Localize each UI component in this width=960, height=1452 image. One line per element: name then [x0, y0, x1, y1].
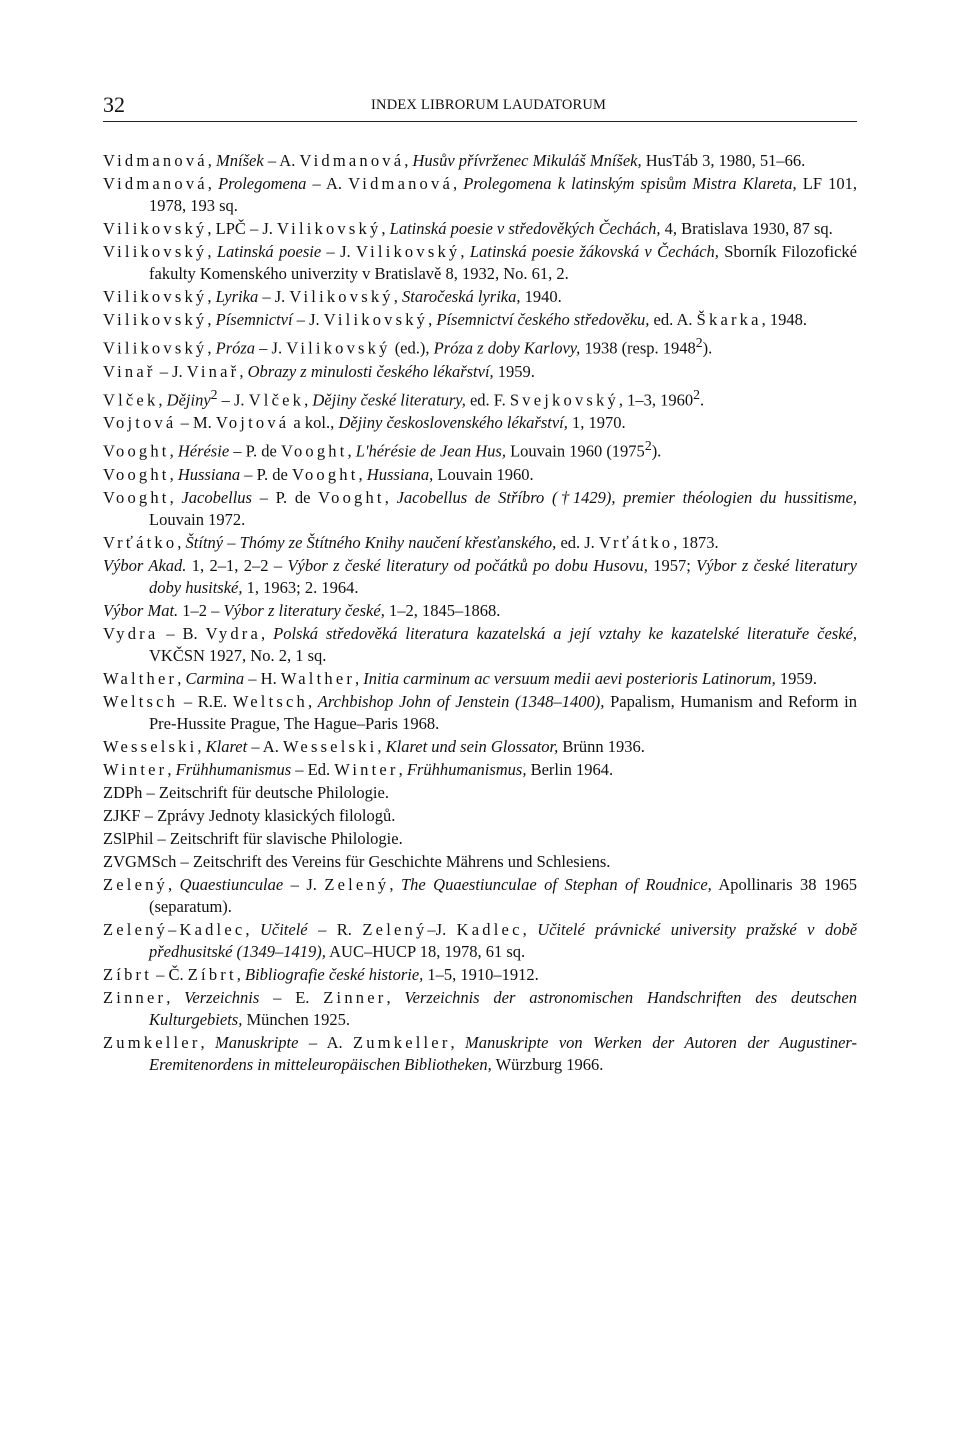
author-name: Zinner [103, 987, 167, 1007]
entry-text: , [450, 1032, 466, 1052]
entry-text: , [207, 338, 216, 358]
page-header [103, 92, 857, 122]
title-text: Próza [215, 338, 256, 358]
entry-text: 1, 1970. [567, 413, 626, 432]
title-text: Učitelé [259, 919, 308, 939]
title-text: Prolegomena k latinským spisům Mistra Klareta, [463, 174, 797, 193]
entry-text: , [428, 310, 437, 329]
entry-text: Papalism, Humanism and Reform in Pre-Hussite Prague, The Hague–Paris 1968. [149, 691, 857, 733]
author-name: Vilikovský [103, 219, 208, 238]
author-name: Winter [334, 759, 399, 779]
entry-text: , [169, 464, 178, 484]
entry-text: ed. A. [649, 310, 697, 329]
author-name: Vilikovský [103, 287, 208, 306]
entry-text: , [358, 464, 367, 484]
entry-text: Louvain 1960. [433, 464, 534, 484]
entry-text: , [166, 987, 185, 1007]
author-name: Vrťátko [103, 532, 178, 552]
title-text: Archbishop John of Jenstein (1348–1400), [317, 691, 605, 711]
entry-text: ZDPh – Zeitschrift für deutsche Philologie. [103, 782, 389, 802]
title-text: L'hérésie de Jean Hus, [355, 441, 506, 461]
author-name: Vooght [103, 464, 170, 484]
bibliography-entry [103, 384, 857, 412]
bibliography-entry [103, 361, 857, 383]
bibliography-entry [103, 487, 857, 531]
entry-text: – A. [298, 1032, 353, 1052]
entry-text: Louvain 1972. [149, 509, 246, 529]
entry-text: , [169, 487, 182, 507]
entry-text: (ed.), [390, 338, 434, 358]
bibliography-entry [103, 241, 857, 285]
author-name: Vooght [318, 487, 385, 507]
header-rule [103, 121, 857, 122]
title-text: Manuskripte von Werken der Autoren der Augustiner-Eremitenordens in mitteleuropäischen Bibliotheken, [149, 1032, 857, 1074]
entry-text: – R.E. [178, 691, 233, 711]
entry-text: 1959. [493, 361, 535, 381]
entry-text: , [389, 874, 401, 894]
entry-text: Sborník Filozofické fakulty Komenského univerzity v Bratislavě 8, 1932, No. 61, 2. [149, 242, 858, 283]
title-text: Klaret [205, 736, 248, 756]
author-name: Vooght [103, 487, 170, 507]
title-text: Latinská poesie v středověkých Čechách, [389, 219, 661, 238]
superscript: 2 [210, 386, 218, 402]
entry-text: , [158, 390, 167, 409]
entry-text: , [167, 759, 176, 779]
bibliography-entry [103, 1032, 857, 1076]
author-name: Vidmanová [348, 174, 453, 193]
author-name: Vilikovský [323, 310, 429, 329]
entry-text: ZSlPhil – Zeitschrift für slavische Philologie. [103, 828, 403, 848]
bibliography-entry [103, 412, 857, 434]
title-text: Výbor z literatury české, [223, 600, 385, 620]
entry-text: – [223, 532, 240, 552]
title-text: Dějiny československého lékařství, [338, 413, 568, 432]
author-name: Vilikovský [286, 338, 391, 358]
entry-text: ZVGMSch – Zeitschrift des Vereins für Geschichte Mährens und Schlesiens. [103, 851, 611, 871]
entry-text: , 1948. [761, 310, 808, 329]
entry-text: , [207, 151, 217, 170]
bibliography-entry [103, 464, 857, 486]
author-name: Škarka [696, 310, 762, 329]
bibliography-entry [103, 759, 857, 781]
entry-text: Würzburg 1966. [491, 1054, 604, 1074]
title-text: Písemnictví [215, 310, 293, 329]
entry-text: – J. [258, 287, 290, 306]
bibliography-entry [103, 691, 857, 735]
author-name: Zíbrt [103, 964, 152, 984]
entry-text: HusTáb 3, 1980, 51–66. [641, 151, 806, 170]
entry-text: Apollinaris 38 1965 (separatum). [149, 874, 858, 916]
entry-text: – Ed. [291, 759, 335, 779]
entry-text: – R. [307, 919, 363, 939]
entry-text: 1, 2–1, 2–2 – [186, 555, 288, 575]
author-name: Vidmanová [103, 151, 208, 170]
title-text: Mníšek [216, 151, 264, 170]
bibliography-entry [103, 309, 857, 331]
entry-text: 1–5, 1910–1912. [423, 964, 539, 984]
bibliography-entry [103, 623, 857, 667]
title-text: Jacobellus de Stříbro (†1429), premier théologien du hussitisme, [396, 487, 858, 507]
title-text: Frühhumanismus [175, 759, 292, 779]
entry-text: , [245, 919, 260, 939]
entry-text: , [169, 441, 178, 461]
entry-text: – H. [244, 668, 281, 688]
superscript: 2 [695, 335, 703, 350]
author-name: Vooght [280, 441, 348, 461]
author-name: Svejkovský [509, 390, 619, 409]
title-text: Quaestiunculae [179, 874, 284, 894]
entry-text: Louvain 1960 (1975 [505, 441, 645, 461]
entry-text: – J. [255, 338, 287, 358]
title-text: Výbor Akad. [103, 555, 187, 575]
entry-text: – M. [176, 413, 216, 432]
entry-text: , [239, 361, 248, 381]
title-text: Thómy ze Štítného Knihy naučení křesťanského, [239, 532, 557, 552]
bibliography-entry [103, 874, 857, 918]
title-text: Bibliografie české historie, [245, 964, 424, 984]
entry-text: 1959. [775, 668, 818, 688]
author-name: Vilikovský [277, 219, 382, 238]
bibliography-list [103, 150, 857, 1077]
title-text: Štítný [185, 532, 224, 552]
entry-text: – Č. [152, 964, 188, 984]
entry-text: 1–2, 1845–1868. [384, 600, 501, 620]
entry-text: Berlin 1964. [526, 759, 614, 779]
entry-text: Brünn 1936. [558, 736, 645, 756]
title-text: Latinská poesie [216, 242, 322, 261]
entry-text: , [452, 174, 464, 193]
author-name: Wesselski [282, 736, 378, 756]
author-name: Zíbrt [187, 964, 237, 984]
entry-text: , [393, 287, 402, 306]
title-text: Jacobellus [181, 487, 252, 507]
entry-text: VKČSN 1927, No. 2, 1 sq. [149, 645, 327, 665]
entry-text: 1938 (resp. 1948 [580, 338, 696, 358]
title-text: Dějiny české literatury, [312, 390, 466, 409]
author-name: Walther [280, 668, 356, 688]
bibliography-entry [103, 286, 857, 308]
entry-text: , [381, 219, 390, 238]
title-text: Initia carminum ac versuum medii aevi posterioris Latinorum, [363, 668, 776, 688]
entry-text: 4, Bratislava 1930, 87 sq. [660, 219, 833, 238]
title-text: Obrazy z minulosti českého lékařství, [247, 361, 494, 381]
entry-text: , [207, 287, 216, 306]
bibliography-entry [103, 555, 857, 599]
author-name: Zumkeller [103, 1032, 201, 1052]
author-name: Vilikovský [289, 287, 394, 306]
entry-text: – J. [217, 390, 249, 409]
author-name: Zelený–Kadlec [103, 919, 246, 939]
entry-text: ). [651, 441, 662, 461]
title-text: Učitelé právnické university pražské v době předhusitské (1349–1419), [149, 919, 858, 961]
bibliography-entry [103, 532, 857, 554]
entry-text: , 1873. [673, 532, 719, 552]
author-name: Vilikovský [103, 310, 208, 329]
title-text: Lyrika [215, 287, 259, 306]
bibliography-entry [103, 435, 857, 463]
entry-text: – J. [292, 310, 324, 329]
entry-text: a kol., [289, 413, 339, 432]
author-name: Vinař [186, 361, 240, 381]
author-name: Vydra [103, 623, 159, 643]
entry-text: , [177, 532, 186, 552]
author-name: Vidmanová [299, 151, 405, 170]
title-text: Verzeichnis [184, 987, 260, 1007]
title-text: Hussiana [177, 464, 241, 484]
bibliography-entry [103, 332, 857, 360]
bibliography-entry [103, 218, 857, 240]
entry-text: AUC–HUCP 18, 1978, 61 sq. [325, 941, 526, 961]
entry-text: , [207, 174, 219, 193]
title-text: Latinská poesie žákovská v Čechách, [469, 242, 719, 261]
entry-text: – A. [247, 736, 283, 756]
bibliography-entry [103, 736, 857, 758]
entry-text: , [304, 390, 313, 409]
entry-text: . [700, 390, 705, 409]
bibliography-entry [103, 828, 857, 850]
superscript: 2 [693, 386, 701, 402]
author-name: Zumkeller [353, 1032, 451, 1052]
entry-text: , [200, 1032, 216, 1052]
entry-text: ). [702, 338, 713, 358]
entry-text: , [261, 623, 274, 643]
entry-text: – A. [263, 151, 300, 170]
entry-text: ed. F. [465, 390, 510, 409]
bibliography-entry [103, 964, 857, 986]
entry-text: , [386, 987, 405, 1007]
entry-text: , [347, 441, 356, 461]
title-text: The Quaestiunculae of Stephan of Roudnice, [400, 874, 712, 894]
title-text: Dějiny [166, 390, 211, 409]
entry-text: , [384, 487, 397, 507]
entry-text: , [522, 919, 538, 939]
entry-text: , [207, 242, 217, 261]
entry-text: , [404, 151, 413, 170]
author-name: Wesselski [103, 736, 198, 756]
entry-text: –J. [427, 919, 457, 939]
author-name: Vojtová [103, 413, 177, 432]
superscript: 2 [644, 438, 652, 453]
entry-text: , [307, 691, 318, 711]
title-text: Frühhumanismus, [406, 759, 527, 779]
page-number: 32 [103, 92, 125, 117]
entry-text: – B. [158, 623, 206, 643]
title-text: Polská středověká literatura kazatelská a její vztahy ke kazatelské literatuře české, [273, 623, 857, 643]
author-name: Vojtová [215, 413, 290, 432]
author-name: Zelený [362, 919, 428, 939]
entry-text: , [168, 874, 180, 894]
author-name: Walther [103, 668, 178, 688]
bibliography-entry [103, 851, 857, 873]
entry-text: 1957; [647, 555, 697, 575]
title-text: Husův přívrženec Mikuláš Mníšek, [412, 151, 642, 170]
entry-text: , [460, 242, 470, 261]
title-text: Písemnictví českého středověku, [436, 310, 650, 329]
entry-text: , [398, 759, 407, 779]
entry-text: München 1925. [242, 1009, 351, 1029]
entry-text: ed. J. [556, 532, 599, 552]
author-name: Winter [103, 759, 168, 779]
title-text: Próza z doby Karlovy, [433, 338, 581, 358]
bibliography-entry [103, 668, 857, 690]
entry-text: – J. [283, 874, 325, 894]
author-name: Vilikovský [356, 242, 461, 261]
title-text: Manuskripte [215, 1032, 299, 1052]
bibliography-entry [103, 805, 857, 827]
title-text: Prolegomena [218, 174, 307, 193]
title-text: Hérésie [177, 441, 230, 461]
entry-text: 1–2 – [178, 600, 224, 620]
entry-text: – P. de [229, 441, 281, 461]
author-name: Kadlec [456, 919, 523, 939]
author-name: Vilikovský [103, 338, 208, 358]
author-name: Vrťátko [598, 532, 674, 552]
entry-text: 1940. [520, 287, 562, 306]
title-text: Carmina [185, 668, 245, 688]
author-name: Vooght [103, 441, 170, 461]
entry-text: , [355, 668, 364, 688]
title-text: Výbor z české literatury doby husitské, [149, 555, 857, 597]
entry-text: – A. [306, 174, 349, 193]
entry-text: – J. [155, 361, 187, 381]
entry-text: – E. [259, 987, 324, 1007]
entry-text: , [377, 736, 386, 756]
entry-text: – J. [321, 242, 356, 261]
author-name: Vlček [248, 390, 305, 409]
title-text: Výbor z české literatury od počátků po dobu Husovu, [287, 555, 648, 575]
author-name: Weltsch [103, 691, 179, 711]
entry-text: – P. de [240, 464, 292, 484]
author-name: Zelený [324, 874, 390, 894]
entry-text: LF 101, 1978, 193 sq. [149, 174, 858, 215]
title-text: Hussiana, [366, 464, 434, 484]
bibliography-entry [103, 600, 857, 622]
title-text: Staročeská lyrika, [401, 287, 521, 306]
bibliography-entry [103, 150, 857, 172]
running-title: INDEX LIBRORUM LAUDATORUM [371, 97, 607, 113]
title-text: Klaret und sein Glossator, [385, 736, 559, 756]
author-name: Vilikovský [103, 242, 208, 261]
entry-text: , [197, 736, 206, 756]
bibliography-entry [103, 987, 857, 1031]
author-name: Vooght [291, 464, 359, 484]
author-name: Vidmanová [103, 174, 208, 193]
bibliography-entry [103, 919, 857, 963]
entry-text: , 1–3, 1960 [618, 390, 694, 409]
entry-text: , [236, 964, 246, 984]
author-name: Zinner [323, 987, 387, 1007]
entry-text: , LPČ – J. [207, 219, 278, 238]
bibliography-entry [103, 173, 857, 217]
author-name: Vlček [103, 390, 159, 409]
entry-text: ZJKF – Zprávy Jednoty klasických filologů. [103, 805, 396, 825]
author-name: Weltsch [232, 691, 308, 711]
bibliography-entry [103, 782, 857, 804]
title-text: Výbor Mat. [103, 600, 179, 620]
title-text: Verzeichnis der astronomischen Handschriften des deutschen Kulturgebiets, [149, 987, 857, 1029]
entry-text: , [177, 668, 186, 688]
author-name: Vinař [103, 361, 156, 381]
entry-text: – P. de [251, 487, 319, 507]
entry-text: , [207, 310, 216, 329]
author-name: Vydra [205, 623, 262, 643]
author-name: Zelený [103, 874, 169, 894]
entry-text: 1, 1963; 2. 1964. [242, 577, 359, 597]
